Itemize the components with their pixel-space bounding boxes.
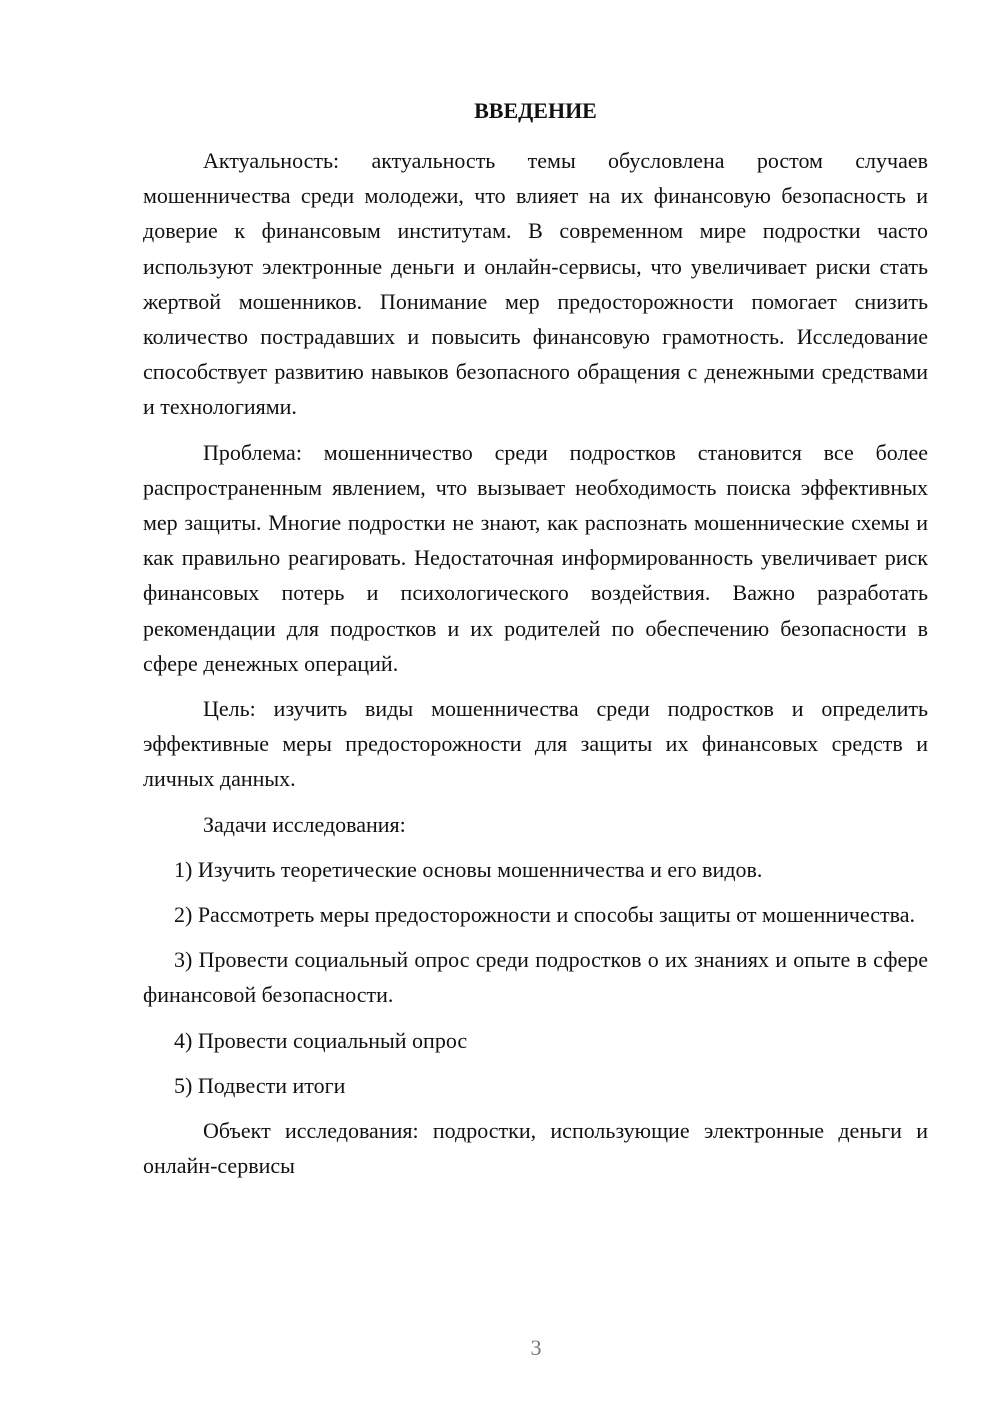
paragraph-problem: Проблема: мошенничество среди подростков становится все более распространенным явлением, что вызывает необходимость поиска эффективных мер защиты. Многие подростки не знают, как распознать мошеннические схемы и как правильно реагировать. Недостаточная информированность увеличивает риск финансовых потерь и психологического воздействия. Важно разработать рекомендации для подростков и их родителей по обеспечению безопасности в сфере денежных операций.	[143, 439, 928, 676]
page-number: 3	[530, 1335, 542, 1360]
task-item-1: 1) Изучить теоретические основы мошенничества и его видов.	[174, 856, 763, 882]
paragraph-object: Объект исследования: подростки, использующие электронные деньги и онлайн-сервисы	[143, 1118, 928, 1179]
task-item-3: 3) Провести социальный опрос среди подростков о их знаниях и опыте в сфере финансовой безопасности.	[143, 947, 928, 1008]
task-item-4: 4) Провести социальный опрос	[174, 1027, 468, 1053]
page-title: ВВЕДЕНИЕ	[474, 98, 597, 123]
tasks-heading: Задачи исследования:	[203, 811, 406, 837]
paragraph-relevance: Актуальность: актуальность темы обусловлена ростом случаев мошенничества среди молодежи, что влияет на их финансовую безопасность и доверие к финансовым институтам. В современном мире подростки часто используют электронные деньги и онлайн-сервисы, что увеличивает риски стать жертвой мошенников. Понимание мер предосторожности помогает снизить количество пострадавших и повысить финансовую грамотность. Исследование способствует развитию навыков безопасного обращения с денежными средствами и технологиями.	[143, 148, 928, 420]
paragraph-goal: Цель: изучить виды мошенничества среди подростков и определить эффективные меры предосторожности для защиты их финансовых средств и личных данных.	[143, 696, 928, 792]
task-item-5: 5) Подвести итоги	[174, 1072, 346, 1098]
document-page	[143, 93, 928, 1183]
task-item-2: 2) Рассмотреть меры предосторожности и способы защиты от мошенничества.	[174, 902, 916, 928]
